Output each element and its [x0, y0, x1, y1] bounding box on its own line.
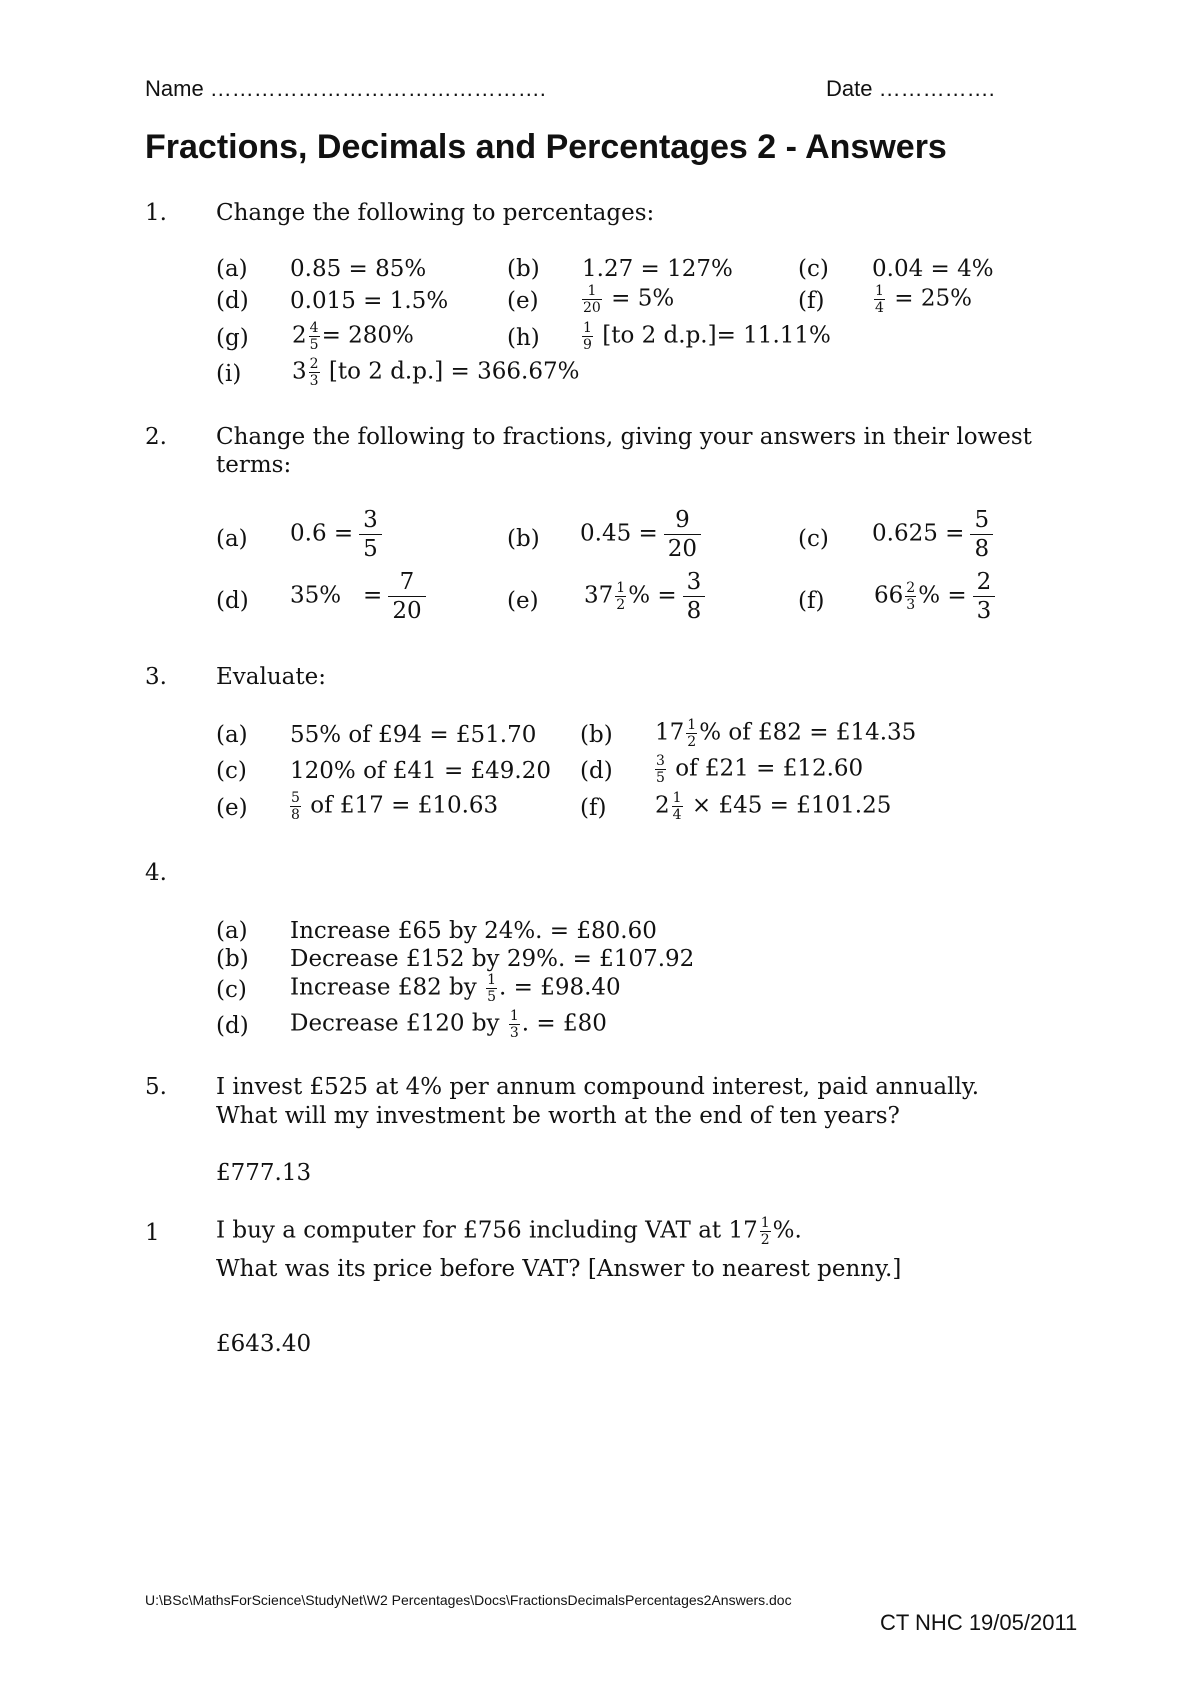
- part-label: (c): [216, 758, 247, 784]
- answer-text: 2 $\frac{4}{5}$ = 280%: [292, 320, 414, 353]
- answer-text: £643.40: [216, 1331, 312, 1357]
- answer-text: 0.015 = 1.5%: [290, 288, 449, 314]
- answer-text: 55% of £94 = £51.70: [290, 722, 537, 748]
- fraction: $\frac{2}{3}$: [906, 580, 916, 614]
- part-label: (d): [216, 588, 249, 614]
- answer-text: 0.625 = $\frac{5}{8}$: [872, 508, 993, 561]
- question-number: 1.: [145, 200, 167, 226]
- question-number: 3.: [145, 664, 167, 690]
- fraction: $\frac{5}{8}$: [291, 790, 300, 823]
- answer-text: $\frac{5}{8}$ of £17 = £10.63: [291, 790, 499, 823]
- part-label: (h): [507, 325, 540, 351]
- question-text: Evaluate:: [216, 664, 326, 690]
- question-text: What will my investment be worth at the end of ten years?: [216, 1103, 900, 1129]
- part-label: (e): [216, 795, 248, 821]
- fraction: $\frac{2}{3}$: [309, 356, 319, 389]
- fraction: $\frac{3}{8}$: [683, 570, 706, 623]
- fraction: $\frac{1}{2}$: [616, 580, 626, 614]
- part-label: (b): [580, 722, 613, 748]
- question-text: I buy a computer for £756 including VAT at 17 $\frac{1}{2}$ %.: [216, 1215, 802, 1248]
- part-label: (f): [798, 288, 825, 314]
- answer-text: 120% of £41 = £49.20: [290, 758, 552, 784]
- part-label: (b): [216, 946, 249, 972]
- answer-text: 0.85 = 85%: [290, 256, 427, 282]
- answer-text: 3 $\frac{2}{3}$ [to 2 d.p.] = 366.67%: [292, 356, 580, 389]
- question-text: What was its price before VAT? [Answer to nearest penny.]: [216, 1256, 902, 1282]
- fraction: $\frac{4}{5}$: [309, 320, 319, 353]
- part-label: (c): [798, 256, 829, 282]
- answer-text: 35% = $\frac{7}{20}$: [290, 570, 426, 623]
- part-label: (e): [507, 588, 539, 614]
- fraction: $\frac{1}{20}$: [583, 283, 601, 316]
- part-label: (f): [798, 588, 825, 614]
- fraction: $\frac{9}{20}$: [664, 508, 701, 561]
- answer-text: 37 $\frac{1}{2}$ % = $\frac{3}{8}$: [584, 570, 705, 623]
- part-label: (c): [798, 526, 829, 552]
- answer-text: $\frac{3}{5}$ of £21 = £12.60: [656, 753, 864, 786]
- part-label: (e): [507, 288, 539, 314]
- answer-text: 0.6 = $\frac{3}{5}$: [290, 508, 382, 561]
- question-number: 2.: [145, 424, 167, 450]
- answer-text: Increase £82 by $\frac{1}{5}$ . = £98.40: [290, 972, 621, 1005]
- name-field-label: Name ……………………………………….: [145, 76, 546, 101]
- answer-text: $\frac{1}{20}$ = 5%: [583, 283, 675, 316]
- question-text: Change the following to fractions, giving your answers in their lowest: [216, 424, 1032, 450]
- fraction: $\frac{2}{3}$: [973, 570, 996, 623]
- part-label: (d): [216, 1013, 249, 1039]
- answer-text: 1.27 = 127%: [582, 256, 733, 282]
- part-label: (d): [580, 758, 613, 784]
- part-label: (g): [216, 325, 249, 351]
- fraction: $\frac{1}{4}$: [875, 283, 884, 316]
- part-label: (f): [580, 795, 607, 821]
- part-label: (d): [216, 288, 249, 314]
- part-label: (c): [216, 977, 247, 1003]
- file-path: U:\BSc\MathsForScience\StudyNet\W2 Percentages\Docs\FractionsDecimalsPercentages2Answers.doc: [145, 1592, 792, 1608]
- fraction: $\frac{1}{2}$: [760, 1215, 770, 1248]
- part-label: (b): [507, 256, 540, 282]
- answer-text: Decrease £152 by 29%. = £107.92: [290, 946, 695, 972]
- question-text: I invest £525 at 4% per annum compound interest, paid annually.: [216, 1074, 980, 1100]
- answer-text: $\frac{1}{4}$ = 25%: [875, 283, 972, 316]
- fraction: $\frac{7}{20}$: [388, 570, 425, 623]
- answer-text: 2 $\frac{1}{4}$ × £45 = £101.25: [655, 790, 892, 823]
- fraction: $\frac{3}{5}$: [656, 753, 665, 786]
- fraction: $\frac{1}{4}$: [672, 790, 682, 823]
- page-title: Fractions, Decimals and Percentages 2 - Answers: [145, 128, 947, 166]
- date-field-label: Date …………….: [826, 76, 995, 101]
- question-number: 4.: [145, 860, 167, 886]
- question-text: Change the following to percentages:: [216, 200, 655, 226]
- question-number: 5.: [145, 1074, 167, 1100]
- fraction: $\frac{5}{8}$: [970, 508, 993, 561]
- question-number: 1: [145, 1220, 160, 1246]
- answer-text: Increase £65 by 24%. = £80.60: [290, 918, 657, 944]
- part-label: (a): [216, 918, 248, 944]
- fraction: $\frac{1}{5}$: [487, 972, 496, 1005]
- part-label: (i): [216, 361, 242, 387]
- fraction: $\frac{1}{2}$: [687, 717, 697, 750]
- part-label: (b): [507, 526, 540, 552]
- author-date-stamp: CT NHC 19/05/2011: [880, 1610, 1078, 1635]
- answer-text: Decrease £120 by $\frac{1}{3}$ . = £80: [290, 1008, 607, 1041]
- answer-text: $\frac{1}{9}$ [to 2 d.p.]= 11.11%: [583, 320, 831, 353]
- fraction: $\frac{3}{5}$: [359, 508, 382, 561]
- part-label: (a): [216, 526, 248, 552]
- answer-text: 66 $\frac{2}{3}$ % = $\frac{2}{3}$: [874, 570, 995, 623]
- fraction: $\frac{1}{3}$: [509, 1008, 519, 1041]
- answer-text: 0.45 = $\frac{9}{20}$: [580, 508, 701, 561]
- answer-text: 0.04 = 4%: [872, 256, 994, 282]
- fraction: $\frac{1}{9}$: [583, 320, 592, 353]
- part-label: (a): [216, 256, 248, 282]
- question-text: terms:: [216, 452, 292, 478]
- answer-text: 17 $\frac{1}{2}$ % of £82 = £14.35: [655, 717, 917, 750]
- part-label: (a): [216, 722, 248, 748]
- answer-text: £777.13: [216, 1160, 312, 1186]
